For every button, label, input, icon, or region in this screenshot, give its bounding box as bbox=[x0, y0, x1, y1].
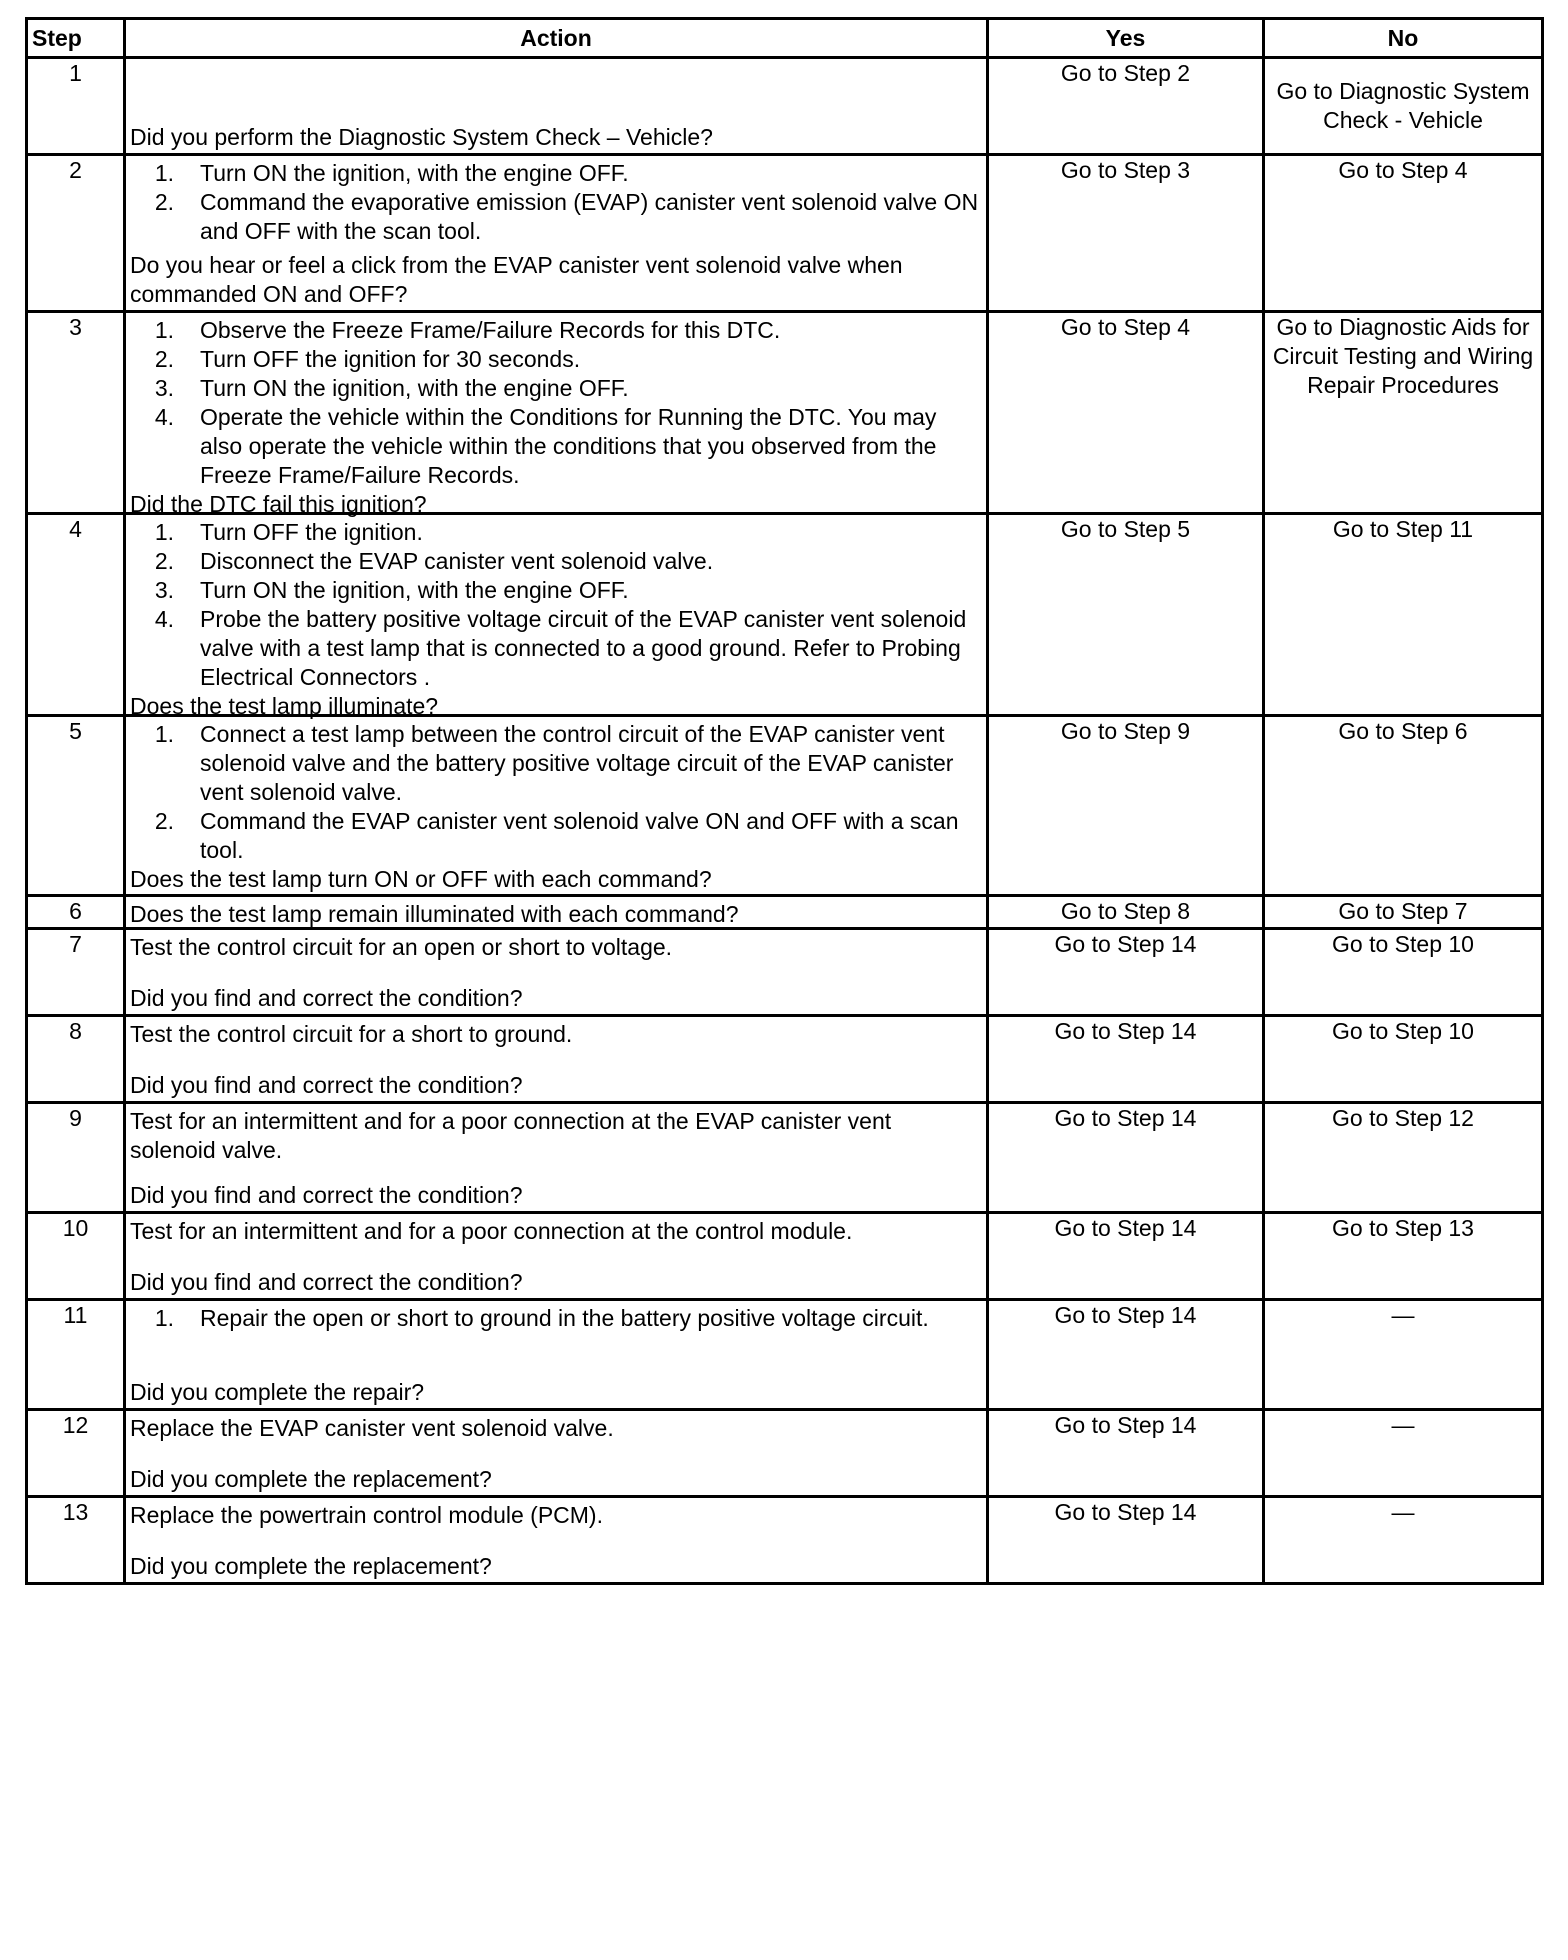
action-cell bbox=[125, 929, 988, 1016]
list-item-number: 1. bbox=[154, 317, 174, 343]
no-result: — bbox=[1264, 1410, 1543, 1497]
list-item bbox=[130, 403, 982, 490]
action-question: Does the test lamp turn ON or OFF with each command? bbox=[130, 866, 712, 892]
action-question: Did you find and correct the condition? bbox=[130, 1182, 523, 1208]
action-cell bbox=[125, 58, 988, 155]
list-item-text: Turn ON the ignition, with the engine OFF. bbox=[200, 160, 629, 186]
action-cell bbox=[125, 155, 988, 312]
no-result: Go to Diagnostic System Check - Vehicle bbox=[1264, 58, 1543, 155]
action-question: Did you complete the repair? bbox=[130, 1379, 425, 1405]
instruction-list bbox=[130, 720, 982, 865]
no-result: Go to Step 13 bbox=[1264, 1213, 1543, 1300]
table-row bbox=[27, 929, 1543, 1016]
table-row bbox=[27, 1016, 1543, 1103]
table-row bbox=[27, 58, 1543, 155]
action-question: Did the DTC fail this ignition? bbox=[130, 491, 427, 517]
list-item-text: Command the EVAP canister vent solenoid valve ON and OFF with a scan tool. bbox=[200, 808, 959, 863]
table-row bbox=[27, 1300, 1543, 1410]
header-no: No bbox=[1264, 19, 1543, 58]
list-item bbox=[130, 374, 982, 403]
action-instructions bbox=[130, 1414, 982, 1443]
yes-result: Go to Step 9 bbox=[988, 716, 1264, 896]
yes-result: Go to Step 14 bbox=[988, 1016, 1264, 1103]
yes-result: Go to Step 3 bbox=[988, 155, 1264, 312]
step-number: 4 bbox=[27, 514, 125, 716]
action-question: Did you complete the replacement? bbox=[130, 1466, 492, 1492]
step-number: 8 bbox=[27, 1016, 125, 1103]
list-item-text: Turn ON the ignition, with the engine OFF. bbox=[200, 577, 629, 603]
no-result: Go to Step 7 bbox=[1264, 896, 1543, 929]
list-item bbox=[130, 1304, 982, 1333]
list-item-text: Observe the Freeze Frame/Failure Records for this DTC. bbox=[200, 317, 781, 343]
list-item-text: Turn OFF the ignition for 30 seconds. bbox=[200, 346, 581, 372]
step-number: 6 bbox=[27, 896, 125, 929]
no-result: — bbox=[1264, 1497, 1543, 1584]
list-item bbox=[130, 345, 982, 374]
list-item bbox=[130, 547, 982, 576]
step-number: 12 bbox=[27, 1410, 125, 1497]
table-row bbox=[27, 1497, 1543, 1584]
action-instructions bbox=[130, 1501, 982, 1530]
action-question: Did you find and correct the condition? bbox=[130, 1072, 523, 1098]
no-result: Go to Step 4 bbox=[1264, 155, 1543, 312]
step-number: 1 bbox=[27, 58, 125, 155]
instruction-list bbox=[130, 518, 982, 692]
no-result: — bbox=[1264, 1300, 1543, 1410]
diagnostic-table bbox=[25, 17, 1544, 1585]
list-item bbox=[130, 605, 982, 692]
action-question: Did you perform the Diagnostic System Check – Vehicle? bbox=[130, 124, 713, 150]
no-result: Go to Step 12 bbox=[1264, 1103, 1543, 1213]
list-item-text: Command the evaporative emission (EVAP) canister vent solenoid valve ON and OFF with the scan tool. bbox=[200, 189, 979, 244]
list-item-number: 1. bbox=[154, 1305, 174, 1331]
action-instructions bbox=[130, 720, 982, 865]
table-row bbox=[27, 1213, 1543, 1300]
action-cell bbox=[125, 716, 988, 896]
yes-result: Go to Step 8 bbox=[988, 896, 1264, 929]
action-cell bbox=[125, 1213, 988, 1300]
step-number: 11 bbox=[27, 1300, 125, 1410]
action-intro: Test for an intermittent and for a poor connection at the EVAP canister vent solenoid valve. bbox=[130, 1108, 892, 1163]
action-question: Do you hear or feel a click from the EVAP canister vent solenoid valve when commanded ON and OFF? bbox=[130, 252, 903, 307]
action-cell bbox=[125, 514, 988, 719]
list-item bbox=[130, 576, 982, 605]
step-number: 13 bbox=[27, 1497, 125, 1584]
table-row bbox=[27, 1410, 1543, 1497]
list-item-number: 2. bbox=[154, 189, 174, 215]
list-item-number: 1. bbox=[154, 721, 174, 747]
list-item-number: 2. bbox=[154, 808, 174, 834]
action-question: Does the test lamp illuminate? bbox=[130, 693, 439, 719]
action-intro: Replace the EVAP canister vent solenoid valve. bbox=[130, 1415, 614, 1441]
action-instructions bbox=[130, 1217, 982, 1246]
action-question: Did you complete the replacement? bbox=[130, 1553, 492, 1579]
action-instructions bbox=[130, 1020, 982, 1049]
yes-result: Go to Step 5 bbox=[988, 514, 1264, 716]
action-cell bbox=[125, 312, 988, 517]
table-body bbox=[27, 58, 1543, 1584]
step-number: 10 bbox=[27, 1213, 125, 1300]
table-row bbox=[27, 514, 1543, 716]
yes-result: Go to Step 14 bbox=[988, 1300, 1264, 1410]
table-row bbox=[27, 312, 1543, 514]
action-intro: Test the control circuit for an open or short to voltage. bbox=[130, 934, 673, 960]
no-result: Go to Step 6 bbox=[1264, 716, 1543, 896]
action-instructions bbox=[130, 1107, 982, 1165]
yes-result: Go to Step 14 bbox=[988, 1497, 1264, 1584]
list-item-number: 4. bbox=[154, 606, 174, 632]
list-item-number: 4. bbox=[154, 404, 174, 430]
action-question: Does the test lamp remain illuminated with each command? bbox=[130, 901, 739, 927]
list-item bbox=[130, 159, 982, 188]
list-item-text: Turn OFF the ignition. bbox=[200, 519, 423, 545]
step-number: 7 bbox=[27, 929, 125, 1016]
action-intro: Test the control circuit for a short to ground. bbox=[130, 1021, 573, 1047]
yes-result: Go to Step 14 bbox=[988, 1103, 1264, 1213]
action-cell bbox=[125, 896, 988, 929]
action-intro: Test for an intermittent and for a poor connection at the control module. bbox=[130, 1218, 853, 1244]
yes-result: Go to Step 2 bbox=[988, 58, 1264, 155]
table-row bbox=[27, 896, 1543, 929]
list-item-text: Connect a test lamp between the control circuit of the EVAP canister vent solenoid valve and the battery positive voltage circuit of the EVAP canister vent solenoid valve. bbox=[200, 721, 954, 805]
action-cell bbox=[125, 1410, 988, 1497]
action-cell bbox=[125, 1300, 988, 1410]
action-instructions bbox=[130, 1304, 982, 1333]
list-item bbox=[130, 518, 982, 547]
step-number: 3 bbox=[27, 312, 125, 514]
step-number: 5 bbox=[27, 716, 125, 896]
table-row bbox=[27, 155, 1543, 312]
action-instructions bbox=[130, 159, 982, 246]
list-item-number: 1. bbox=[154, 519, 174, 545]
header-step: Step bbox=[27, 19, 125, 58]
list-item-text: Probe the battery positive voltage circuit of the EVAP canister vent solenoid valve with a test lamp that is connected to a good ground. Refer to Probing Electrical Connectors . bbox=[200, 606, 967, 690]
no-result: Go to Step 10 bbox=[1264, 929, 1543, 1016]
yes-result: Go to Step 14 bbox=[988, 1213, 1264, 1300]
no-result: Go to Step 10 bbox=[1264, 1016, 1543, 1103]
header-row bbox=[27, 19, 1543, 58]
list-item-number: 2. bbox=[154, 548, 174, 574]
list-item-text: Turn ON the ignition, with the engine OFF. bbox=[200, 375, 629, 401]
list-item bbox=[130, 807, 982, 865]
action-cell bbox=[125, 1103, 988, 1213]
list-item-number: 3. bbox=[154, 375, 174, 401]
list-item bbox=[130, 188, 982, 246]
list-item-number: 3. bbox=[154, 577, 174, 603]
table-row bbox=[27, 716, 1543, 896]
action-cell bbox=[125, 1016, 988, 1103]
action-question: Did you find and correct the condition? bbox=[130, 985, 523, 1011]
action-instructions bbox=[130, 316, 982, 490]
no-result: Go to Diagnostic Aids for Circuit Testing and Wiring Repair Procedures bbox=[1264, 312, 1543, 514]
header-yes: Yes bbox=[988, 19, 1264, 58]
instruction-list bbox=[130, 159, 982, 246]
step-number: 9 bbox=[27, 1103, 125, 1213]
list-item bbox=[130, 316, 982, 345]
table-row bbox=[27, 1103, 1543, 1213]
no-result: Go to Step 11 bbox=[1264, 514, 1543, 716]
list-item-number: 2. bbox=[154, 346, 174, 372]
step-number: 2 bbox=[27, 155, 125, 312]
instruction-list bbox=[130, 316, 982, 490]
list-item-text: Disconnect the EVAP canister vent solenoid valve. bbox=[200, 548, 714, 574]
action-cell bbox=[125, 1497, 988, 1584]
list-item-text: Operate the vehicle within the Conditions for Running the DTC. You may also operate the vehicle within the conditions that you observed from the Freeze Frame/Failure Records. bbox=[200, 404, 937, 488]
list-item-text: Repair the open or short to ground in the battery positive voltage circuit. bbox=[200, 1305, 929, 1331]
action-instructions bbox=[130, 933, 982, 962]
action-question: Did you find and correct the condition? bbox=[130, 1269, 523, 1295]
yes-result: Go to Step 14 bbox=[988, 929, 1264, 1016]
action-intro: Replace the powertrain control module (PCM). bbox=[130, 1502, 603, 1528]
yes-result: Go to Step 4 bbox=[988, 312, 1264, 514]
action-instructions bbox=[130, 518, 982, 692]
header-action: Action bbox=[125, 19, 988, 58]
list-item bbox=[130, 720, 982, 807]
list-item-number: 1. bbox=[154, 160, 174, 186]
yes-result: Go to Step 14 bbox=[988, 1410, 1264, 1497]
instruction-list bbox=[130, 1304, 982, 1333]
